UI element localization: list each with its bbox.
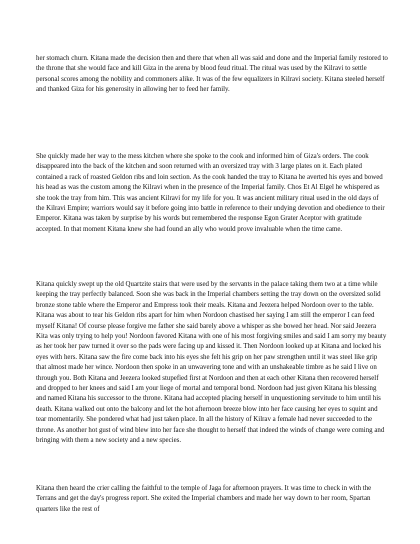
paragraph-1: her stomach churn. Kitana made the decision then and there that when all was said and done and the Imperial family restored to the throne that she would face and kill Giza in the arena by blood feud ritual. The ritual was used by the Kilravi to settle personal scores among the nobility and commoners alike. It was of the few equalizers in Kilravi society. Kitana steeled herself and thanked Giza for his generosity in allowing her to feed her family.	[36, 55, 388, 94]
paragraph-4: Kitana then heard the crier calling the faithful to the temple of Jaga for afternoon prayers. It was time to check in with the Terrans and get the day's progress report. She exited the Imperial chambers and made her way down to her room, Spartan quarters like the rest of	[36, 485, 372, 513]
paragraph-3: Kitana quickly swept up the old Quartzite stairs that were used by the servants in the palace taking them two at a time while keeping the tray perfectly balanced. Soon she was back in the Imperial chambers setting the tray down on the oversized solid bronze stone table where the Emperor and Empress took their meals. Kitana and Jeezera helped Nordoon over to the table. Kitana was about to tear his Geldon ribs apart for him when Nordoon chastised her saying I am still the emperor I can feed myself Kitana! Of course please forgive me father she said barely above a whisper as she bowed her head. Nor said Jeezera Kita was only trying to help you! Nordoon favored Kitana with one of his most forgiving smiles and said I am sorry my beauty as her took her paw turned it over so the pads were facing up and kissed it. Then Nordoon looked up at Kitana and locked his eyes with hers. Kitana saw the fire come back into his eyes she felt his grip on her paw strengthen until it was steel like grip that almost made her wince. Nordoon then spoke in an unwavering tone and with an unshakeable timbre as he said I live on through you. Both Kitana and Jeezera looked stupefied first at Nordoon and then at each other Kitana then recovered herself and dropped to her knees and said I am your liege of mortal and temporal bond. Nordoon had just given Kitana his blessing and named Kitana his successor to the throne. Kitana had accepted placing herself in unquestioning servitude to him until his death. Kitana walked out onto the balcony and let the hot afternoon breeze blow into her face causing her eyes to squint and tear momentarily. She pondered what had just taken place. In all the history of Kilrav a female had never succeeded to the throne. As another hot gust of wind blew into her face she thought to herself that indeed the winds of change were coming and bringing with them a new society and a new species.	[36, 281, 387, 445]
paragraph-2: She quickly made her way to the mess kitchen where she spoke to the cook and informed him of Giza's orders. The cook disappeared into the back of the kitchen and soon returned with an oversized tray with 3 large plates on it. Each plated contained a rack of roasted Geldon ribs and loin section. As the cook handed the tray to Kitana he averted his eyes and bowed his head as was the custom among the Kilravi when in the presence of the Imperial family. Chos Et Al Elgel he whispered as she took the tray from him. This was ancient Kilravi for my life for you. It was ancient military ritual used in the old days of the Kilravi Empire; warriors would say it before going into battle in reference to their undying devotion and obedience to their Emperor. Kitana was taken by surprise by his words but remembered the response Egon Grater Aceptor with gratitude accepted. In that moment Kitana knew she had found an ally who would prove invaluable when the time came.	[36, 153, 385, 233]
